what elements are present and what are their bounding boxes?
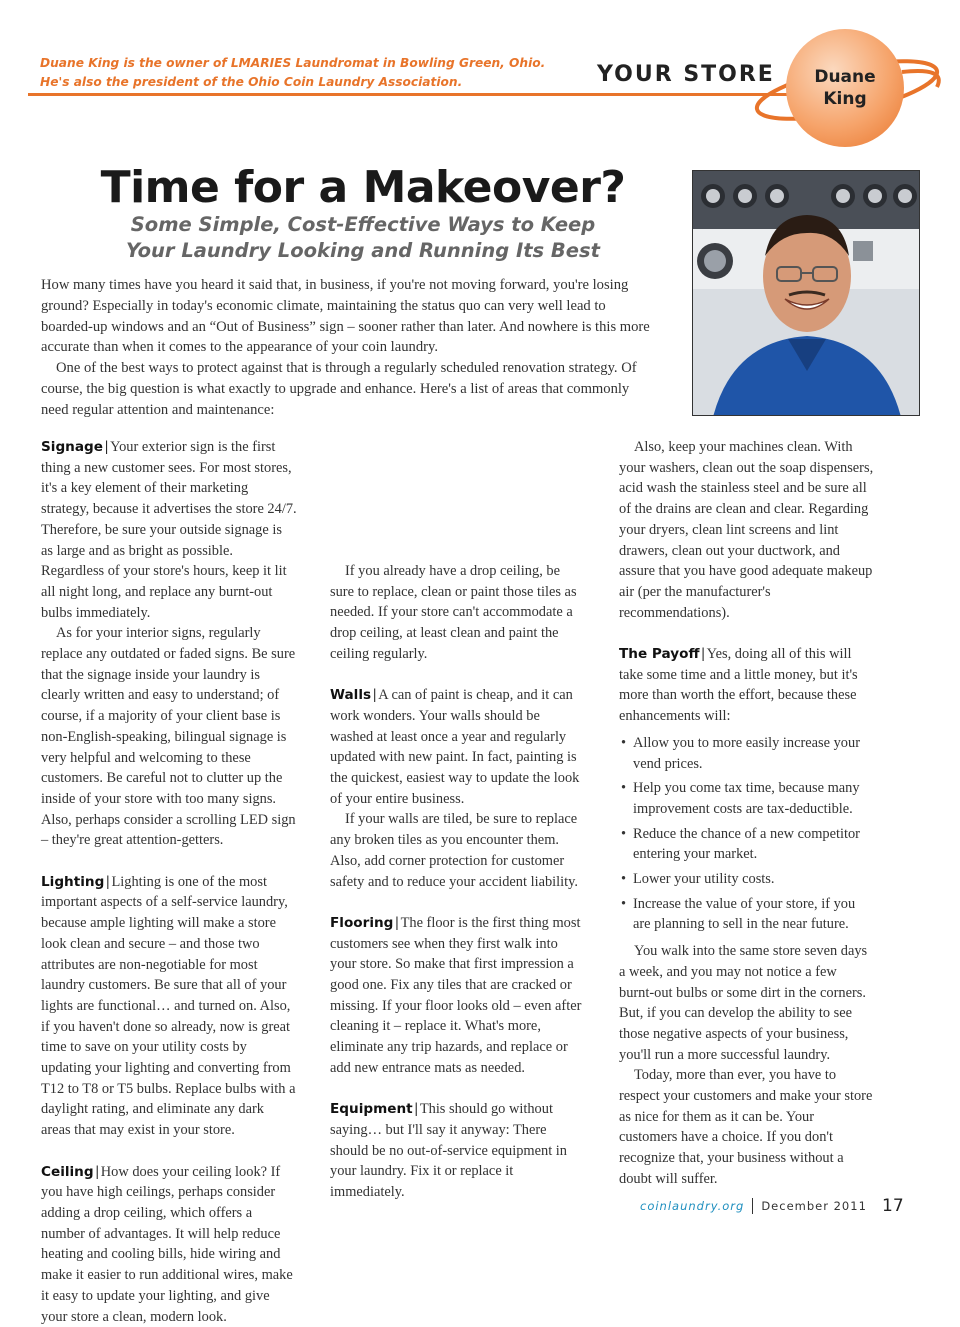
- orbit-front-icon: [752, 52, 952, 122]
- body-text: Your exterior sign is the first thing a new customer sees. For most stores, it's a key element of their marketing strategy, because it advertises the store 24/7. Therefore, be sure your outside signage is as large and as bright as possible. Regardless of your store's hours, keep it lit all night long, and replace any burnt-out bulbs immediately.: [41, 439, 297, 621]
- list-item: • Help you come tax time, because many improvement costs are tax-deductible.: [619, 778, 875, 819]
- heading-divider: |: [414, 1101, 418, 1118]
- author-photo: [692, 170, 920, 416]
- section-heading: Ceiling: [41, 1163, 94, 1180]
- list-item: • Increase the value of your store, if you are planning to sell in the near future.: [619, 894, 875, 935]
- body-paragraph: As for your interior signs, regularly replace any outdated or faded signs. Be sure that the signage inside your laundry is clearly written and easy to understand; of course, if a majority of your client base is non-English-speaking, bilingual signage is very helpful and welcoming to these customers. Be careful not to clutter up the inside of your store with too many signs. Also, perhaps consider a scrolling LED sign – they're great attention-getters.: [41, 625, 296, 849]
- heading-divider: |: [106, 873, 110, 890]
- body-text: Yes, doing all of this will take some time and a little money, but it's more than worth the effort, because these enhancements will:: [619, 646, 858, 725]
- section-heading: The Payoff: [619, 646, 700, 663]
- body-text: This should go without saying… but I'll say it anyway: There should be no out-of-service equipment in your laundry. Fix it or replace it immediately.: [330, 1101, 567, 1201]
- section-heading: Equipment: [330, 1101, 413, 1118]
- badge-last-name: King: [823, 89, 867, 109]
- body-text: Lighting is one of the most important aspects of a self-service laundry, because ample lighting will make a store look clean and secure – and those two attributes are non-negotiable for most laundry customers. Be sure that all of your lights are functional… and turned on. Also, if you haven't done so already, now is great time to save on your utility costs by updating your lighting and converting from T12 to T8 or T5 bulbs. Replace bulbs with a daylight rating, and eliminate any dark areas that may exist in your store.: [41, 873, 296, 1139]
- signage-section: [41, 437, 297, 623]
- walls-section: [330, 685, 586, 809]
- heading-divider: |: [373, 687, 377, 704]
- section-heading: Signage: [41, 439, 103, 455]
- section-heading: Walls: [330, 687, 372, 704]
- body-paragraph: You walk into the same store seven days a week, and you may not notice a few burnt-out bulbs or some dirt in the corners. But, if you can develop the ability to see those negative aspects of your business, you'll run a more successful laundry.: [619, 943, 868, 1063]
- column-2: [330, 437, 586, 1203]
- body-text: How does your ceiling look? If you have high ceilings, perhaps consider adding a drop ceiling, which offers a number of advantages. It will help reduce heating and cooling bills, hide wiring and make it easier to run additional wires, make it easy to update your lighting, and give your store a clean, modern look.: [41, 1163, 293, 1325]
- portrait-icon: [693, 171, 920, 416]
- heading-divider: |: [701, 646, 705, 663]
- section-heading: Lighting: [41, 873, 105, 890]
- footer-divider: [752, 1198, 753, 1214]
- benefit-list: [619, 733, 875, 935]
- list-item: • Allow you to more easily increase your vend prices.: [619, 733, 875, 774]
- footer-site-link[interactable]: coinlaundry.org: [640, 1199, 745, 1213]
- equipment-section: [330, 1099, 586, 1203]
- body-paragraph: Today, more than ever, you have to respect your customers and make your store as nice for them as it can be. Your customers have a choice. If you don't recognize that, your business without a doubt will suffer.: [619, 1067, 873, 1187]
- subtitle-line-1: Some Simple, Cost-Effective Ways to Keep: [130, 213, 596, 236]
- author-byline: Duane King is the owner of LMARIES Laundromat in Bowling Green, Ohio. He's also the president of the Ohio Coin Laundry Association.: [40, 56, 546, 89]
- heading-divider: |: [395, 914, 399, 931]
- ceiling-section: [41, 1162, 297, 1327]
- list-item: • Lower your utility costs.: [619, 869, 875, 890]
- payoff-section: [619, 644, 875, 727]
- section-heading: Flooring: [330, 914, 394, 931]
- body-text: A can of paint is cheap, and it can work wonders. Your walls should be washed at least once a year and regularly updated with new paint. In fact, painting is the quickest, easiest way to update the look of your entire business.: [330, 687, 580, 807]
- intro-paragraph: One of the best ways to protect against that is through a regularly scheduled renovation strategy. Of course, the big question is what exactly to upgrade and enhance. Here's a list of areas that commonly need regular attention and maintenance:: [41, 360, 637, 418]
- section-label: YOUR STORE: [597, 62, 775, 87]
- page-number: 17: [882, 1196, 904, 1216]
- lighting-section: [41, 872, 297, 1141]
- footer-date: December 2011: [761, 1199, 867, 1213]
- body-text: The floor is the first thing most customers see when they first walk into your store. So make that first impression a good one. Fix any tiles that are cracked or missing. If your floor looks old – even after cleaning it – replace it. What's more, eliminate any trip hazards, and replace or add new entrance mats as needed.: [330, 914, 582, 1076]
- body-paragraph: Also, keep your machines clean. With your washers, clean out the soap dispensers, acid wash the stainless steel and be sure all of the drains are clean and clear. Regarding your dryers, clean lint screens and lint drawers, clean out your ductwork, and assure that you have good adequate makeup air (per the manufacturer's recommendations).: [619, 439, 874, 621]
- body-paragraph: If your walls are tiled, be sure to replace any broken tiles as you encounter them. Also, add corner protection for customer safety and to reduce your accident liability.: [330, 811, 579, 890]
- flooring-section: [330, 913, 586, 1079]
- list-item: • Reduce the chance of a new competitor entering your market.: [619, 824, 875, 865]
- body-paragraph: If you already have a drop ceiling, be sure to replace, clean or paint those tiles as needed. If your store can't accommodate a drop ceiling, at least clean and paint the ceiling regularly.: [330, 563, 577, 662]
- intro-paragraph: How many times have you heard it said that, in business, if you're not moving forward, you're losing ground? Especially in today's economic climate, maintaining the status quo can very well lead to boarded-up windows and an “Out of Business” sign – sooner rather than later. And nowhere is this more accurate than when it comes to the appearance of your coin laundry.: [41, 277, 650, 356]
- column-1: [41, 437, 297, 1327]
- column-3: [619, 437, 875, 1190]
- article-intro: [41, 275, 651, 421]
- article-title: Time for a Makeover?: [100, 162, 626, 213]
- heading-divider: |: [95, 1163, 99, 1180]
- badge-first-name: Duane: [814, 67, 876, 87]
- heading-divider: |: [104, 439, 109, 455]
- subtitle-line-2: Your Laundry Looking and Running Its Best: [126, 239, 600, 262]
- header-rule: [28, 93, 818, 96]
- article-subtitle: [0, 212, 726, 264]
